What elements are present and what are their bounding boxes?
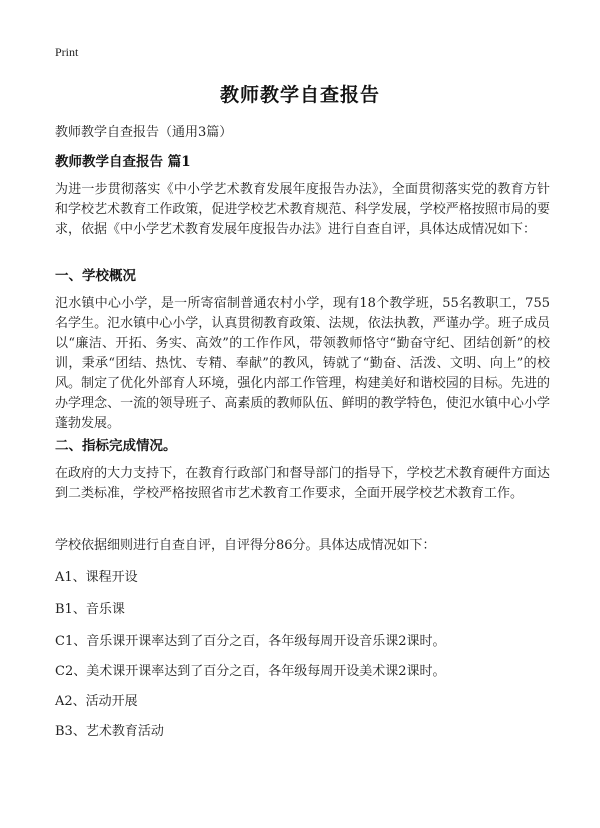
- item-c2: C2、美术课开课率达到了百分之百，各年级每周开设美术课2课时。: [55, 664, 446, 679]
- item-b3: B3、艺术教育活动: [55, 724, 164, 739]
- school-overview-paragraph: 氾水镇中心小学，是一所寄宿制普通农村小学，现有18个教学班，55名教职工，755名学生。氾水镇中心小学，认真贯彻教育政策、法规，依法执教，严谨办学。班子成员以“廉洁、开拓、务实、高效”的工作作风，带领教师恪守“勤奋守纪、团结创新”的校训，秉承“团结、热忱、专精、奉献”的教风，铸就了“勤奋、活泼、文明、向上”的校风。制定了优化外部育人环境，强化内部工作管理，构建美好和谐校园的目标。先进的办学理念、一流的领导班子、高素质的教师队伍、鲜明的教学特色，使氾水镇中心小学蓬勃发展。: [55, 296, 550, 431]
- heading-indicator-completion: 二、指标完成情况。: [55, 438, 177, 454]
- indicator-paragraph: 在政府的大力支持下，在教育行政部门和督导部门的指导下，学校艺术教育硬件方面达到二类标准，学校严格按照省市艺术教育工作要求，全面开展学校艺术教育工作。: [55, 466, 550, 501]
- self-evaluation-line: 学校依据细则进行自查自评，自评得分86分。具体达成情况如下：: [55, 538, 436, 553]
- intro-paragraph: 为进一步贯彻落实《中小学艺术教育发展年度报告办法》，全面贯彻落实党的教育方针和学校艺术教育工作政策，促进学校艺术教育规范、科学发展，学校严格按照市局的要求，依据《中小学艺术教育发展年度报告办法》进行自查自评，具体达成情况如下：: [55, 182, 550, 237]
- item-b1: B1、音乐课: [55, 602, 125, 617]
- item-c1: C1、音乐课开课率达到了百分之百，各年级每周开设音乐课2课时。: [55, 634, 446, 649]
- item-a2: A2、活动开展: [55, 694, 138, 709]
- print-label[interactable]: Print: [55, 45, 79, 59]
- item-a1: A1、课程开设: [55, 570, 138, 585]
- heading-school-overview: 一、学校概况: [55, 268, 136, 284]
- document-subtitle: 教师教学自查报告（通用3篇）: [55, 125, 233, 140]
- document-title: 教师教学自查报告: [219, 84, 380, 106]
- section-title: 教师教学自查报告 篇1: [55, 154, 191, 170]
